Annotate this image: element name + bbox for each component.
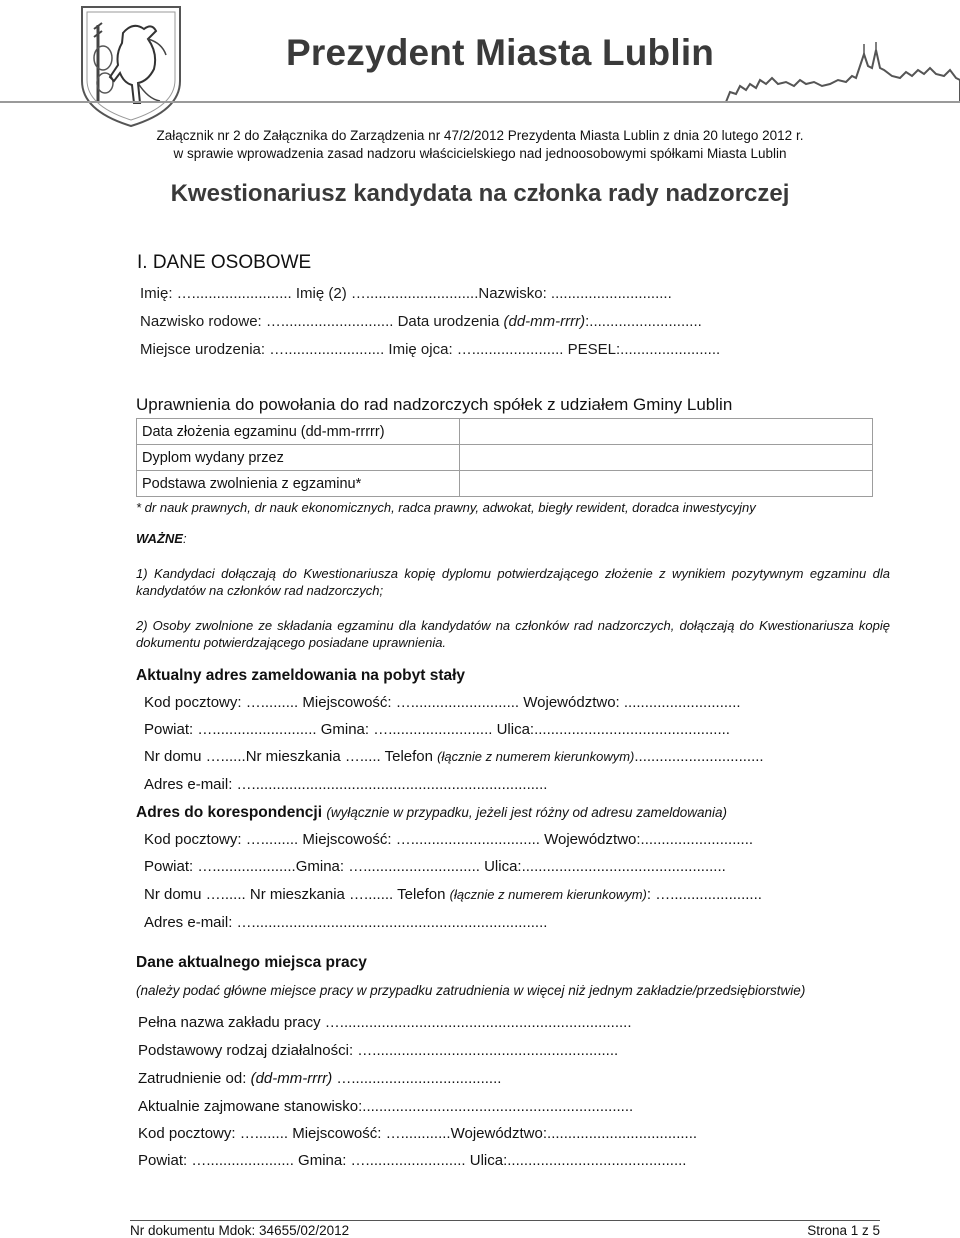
workplace-line-3-a: Zatrudnienie od: [138, 1070, 251, 1087]
footer-page-number: Strona 1 z 5 [807, 1223, 880, 1238]
footer-doc-number: Nr dokumentu Mdok: 34655/02/2012 [130, 1223, 350, 1238]
correspondence-address-line-4[interactable]: Adres e-mail: …....................................................................... [144, 914, 548, 931]
lublin-coat-of-arms-icon [78, 3, 184, 129]
correspondence-address-title [136, 804, 727, 822]
city-skyline-icon [706, 40, 960, 104]
registered-address-line-1[interactable]: Kod pocztowy: …......... Miejscowość: ….......................... Województwo: ............................ [144, 694, 741, 711]
important-label-colon: : [182, 531, 187, 546]
personal-line-birth-c: :........................... [585, 313, 702, 330]
important-note-2: 2) Osoby zwolnione ze składania egzaminu dla kandydatów na członków rad nadzorczych, dołączają do Kwestionariusza kopię dokumentu potwierdzającego posiadane uprawnienia. [136, 618, 890, 650]
table-cell-value[interactable] [460, 419, 873, 445]
table-cell-label: Podstawa zwolnienia z egzaminu* [137, 471, 460, 497]
important-label [136, 531, 187, 546]
personal-line-names[interactable]: Imię: …........................ Imię (2) …...........................Nazwisko: ............................. [140, 285, 672, 302]
correspondence-address-line-3-a: Nr domu …...... Nr mieszkania …....... Telefon [144, 886, 450, 903]
registered-address-line-3[interactable] [144, 748, 764, 765]
annex-line-1: Załącznik nr 2 do Załącznika do Zarządzenia nr 47/2/2012 Prezydenta Miasta Lublin z dnia 20 lutego 2012 r. [156, 128, 804, 143]
qualifications-footnote: * dr nauk prawnych, dr nauk ekonomicznych, radca prawny, adwokat, biegły rewident, doradca inwestycyjny [136, 500, 756, 515]
document-title: Kwestionariusz kandydata na członka rady nadzorczej [170, 180, 790, 207]
section-personal-data-title: I. DANE OSOBOWE [137, 252, 312, 273]
workplace-title: Dane aktualnego miejsca pracy [136, 954, 367, 971]
table-row [137, 419, 873, 445]
registered-address-phone-note: (łącznie z numerem kierunkowym) [437, 749, 635, 764]
workplace-line-3-c: ….................................... [332, 1070, 502, 1087]
table-cell-value[interactable] [460, 471, 873, 497]
registered-address-line-2[interactable]: Powiat: …......................... Gmina: …......................... Ulica:............................................... [144, 721, 730, 738]
workplace-line-3-format: (dd-mm-rrrr) [250, 1070, 333, 1087]
personal-line-place[interactable]: Miejsce urodzenia: …........................ Imię ojca: …...................... PESEL:........................ [140, 341, 721, 358]
registered-address-title: Aktualny adres zameldowania na pobyt stały [136, 667, 466, 684]
table-row [137, 471, 873, 497]
personal-line-birth[interactable] [140, 313, 702, 330]
table-cell-value[interactable] [460, 445, 873, 471]
table-row [137, 445, 873, 471]
annex-line-2: w sprawie wprowadzenia zasad nadzoru właścicielskiego nad jednoosobowymi spółkami Miasta Lublin [173, 146, 787, 161]
personal-line-birth-a: Nazwisko rodowe: …........................... Data urodzenia [140, 313, 504, 330]
correspondence-address-title-note: (wyłącznie w przypadku, jeżeli jest różny od adresu zameldowania) [326, 805, 728, 820]
correspondence-address-line-2[interactable]: Powiat: …....................Gmina: …............................ Ulica:................................................. [144, 858, 726, 875]
footer-divider [130, 1220, 880, 1221]
registered-address-line-4[interactable]: Adres e-mail: …....................................................................... [144, 776, 548, 793]
qualifications-table [136, 418, 873, 497]
correspondence-address-title-text: Adres do korespondencji [136, 804, 323, 821]
correspondence-address-phone-note: (łącznie z numerem kierunkowym) [449, 887, 647, 902]
personal-line-birth-format: (dd-mm-rrrr) [503, 313, 586, 330]
qualifications-title: Uprawnienia do powołania do rad nadzorczych spółek z udziałem Gminy Lublin [136, 395, 733, 414]
correspondence-address-line-3-c: : …...................... [646, 886, 762, 903]
workplace-line-3[interactable] [138, 1070, 501, 1087]
important-label-text: WAŻNE [136, 531, 183, 546]
correspondence-address-line-3[interactable] [144, 886, 762, 903]
table-cell-label: Dyplom wydany przez [137, 445, 460, 471]
workplace-line-4[interactable]: Aktualnie zajmowane stanowisko:................................................................. [138, 1098, 634, 1115]
registered-address-line-3-c: ............................... [634, 748, 764, 765]
correspondence-address-line-1[interactable]: Kod pocztowy: …......... Miejscowość: …............................... Województwo:........................... [144, 831, 754, 848]
registered-address-line-3-a: Nr domu …......Nr mieszkania …..... Telefon [144, 748, 438, 765]
workplace-line-2[interactable]: Podstawowy rodzaj działalności: …........................................................... [138, 1042, 619, 1059]
workplace-line-6[interactable]: Powiat: …..................... Gmina: …........................ Ulica:........................................... [138, 1152, 687, 1169]
header-title: Prezydent Miasta Lublin [286, 32, 715, 73]
workplace-line-5[interactable]: Kod pocztowy: …........ Miejscowość: …............Województwo:.................................... [138, 1125, 698, 1142]
table-cell-label: Data złożenia egzaminu (dd-mm-rrrrr) [137, 419, 460, 445]
workplace-line-1[interactable]: Pełna nazwa zakładu pracy …...................................................................... [138, 1014, 632, 1031]
header-divider [0, 101, 960, 103]
workplace-note: (należy podać główne miejsce pracy w przypadku zatrudnienia w więcej niż jednym zakładzie/przedsiębiorstwie) [136, 983, 806, 998]
important-note-1: 1) Kandydaci dołączają do Kwestionariusza kopię dyplomu potwierdzającego złożenie z wynikiem pozytywnym egzaminu dla kandydatów na członków rad nadzorczych; [136, 566, 890, 598]
